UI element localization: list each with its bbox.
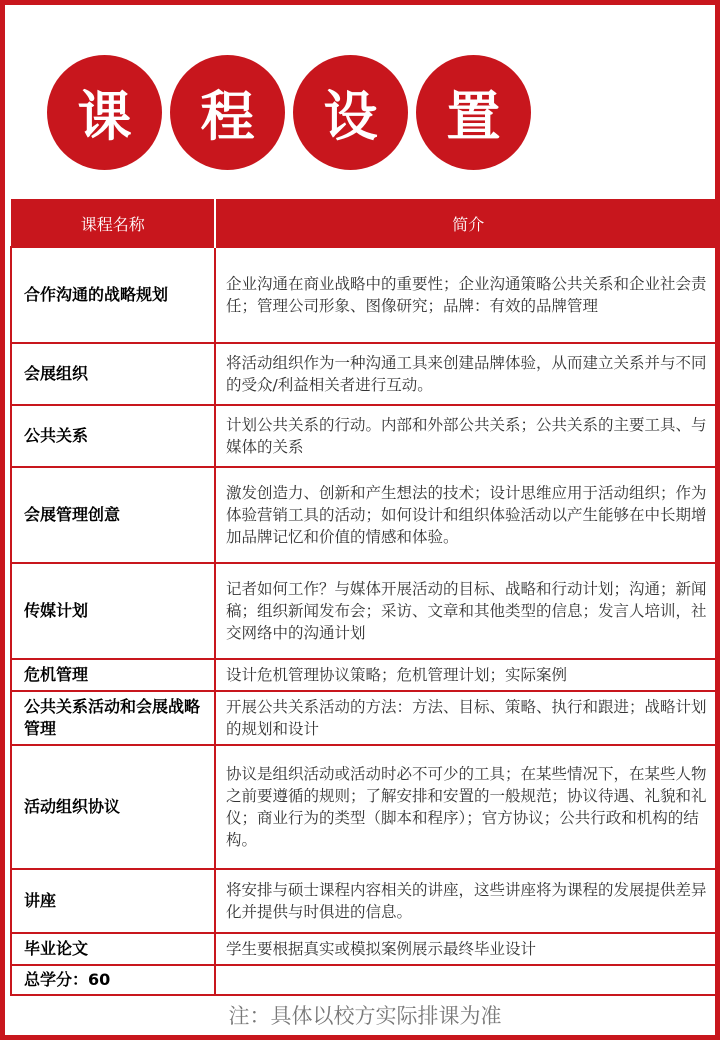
footer-note: 注：具体以校方实际排课为准 — [228, 1004, 502, 1028]
page-title — [47, 55, 531, 173]
course-name: 合作沟通的战略规划 — [11, 247, 215, 343]
table-row — [11, 691, 720, 745]
table-row — [11, 247, 720, 343]
course-desc: 将活动组织作为一种沟通工具来创建品牌体验，从而建立关系并与不同的受众/利益相关者进行互动。 — [215, 343, 720, 405]
course-desc: 开展公共关系活动的方法：方法、目标、策略、执行和跟进；战略计划的规划和设计 — [215, 691, 720, 745]
course-name: 讲座 — [11, 869, 215, 933]
course-table — [10, 199, 720, 996]
table-row — [11, 467, 720, 563]
course-desc: 计划公共关系的行动。内部和外部公共关系；公共关系的主要工具、与媒体的关系 — [215, 405, 720, 467]
table-header-row — [11, 200, 720, 248]
table-row — [11, 563, 720, 659]
table-row — [11, 933, 720, 965]
course-name: 传媒计划 — [11, 563, 215, 659]
table-row — [11, 745, 720, 869]
course-name: 会展组织 — [11, 343, 215, 405]
total-credits: 总学分：60 — [11, 965, 215, 995]
table-row — [11, 343, 720, 405]
course-name: 活动组织协议 — [11, 745, 215, 869]
course-desc: 企业沟通在商业战略中的重要性；企业沟通策略公共关系和企业社会责任；管理公司形象、图像研究；品牌：有效的品牌管理 — [215, 247, 720, 343]
header-description: 简介 — [215, 200, 720, 248]
table-row — [11, 659, 720, 691]
header-course-name: 课程名称 — [11, 200, 215, 248]
title-char: 课 — [47, 55, 162, 170]
course-desc: 记者如何工作？与媒体开展活动的目标、战略和行动计划；沟通；新闻稿；组织新闻发布会；采访、文章和其他类型的信息；发言人培训，社交网络中的沟通计划 — [215, 563, 720, 659]
course-desc: 协议是组织活动或活动时必不可少的工具；在某些情况下，在某些人物之前要遵循的规则；了解安排和安置的一般规范；协议待遇、礼貌和礼仪；商业行为的类型（脚本和程序）；官方协议；公共行政和机构的结构。 — [215, 745, 720, 869]
course-desc: 激发创造力、创新和产生想法的技术；设计思维应用于活动组织；作为体验营销工具的活动；如何设计和组织体验活动以产生能够在中长期增加品牌记忆和价值的情感和体验。 — [215, 467, 720, 563]
title-char: 程 — [170, 55, 285, 170]
course-desc: 学生要根据真实或模拟案例展示最终毕业设计 — [215, 933, 720, 965]
title-char: 设 — [293, 55, 408, 170]
course-desc: 设计危机管理协议策略；危机管理计划；实际案例 — [215, 659, 720, 691]
table-row — [11, 405, 720, 467]
course-name: 公共关系 — [11, 405, 215, 467]
title-char: 置 — [416, 55, 531, 170]
table-row — [11, 869, 720, 933]
course-desc: 将安排与硕士课程内容相关的讲座，这些讲座将为课程的发展提供差异化并提供与时俱进的信息。 — [215, 869, 720, 933]
course-name: 毕业论文 — [11, 933, 215, 965]
course-name: 会展管理创意 — [11, 467, 215, 563]
course-name: 公共关系活动和会展战略管理 — [11, 691, 215, 745]
course-name: 危机管理 — [11, 659, 215, 691]
